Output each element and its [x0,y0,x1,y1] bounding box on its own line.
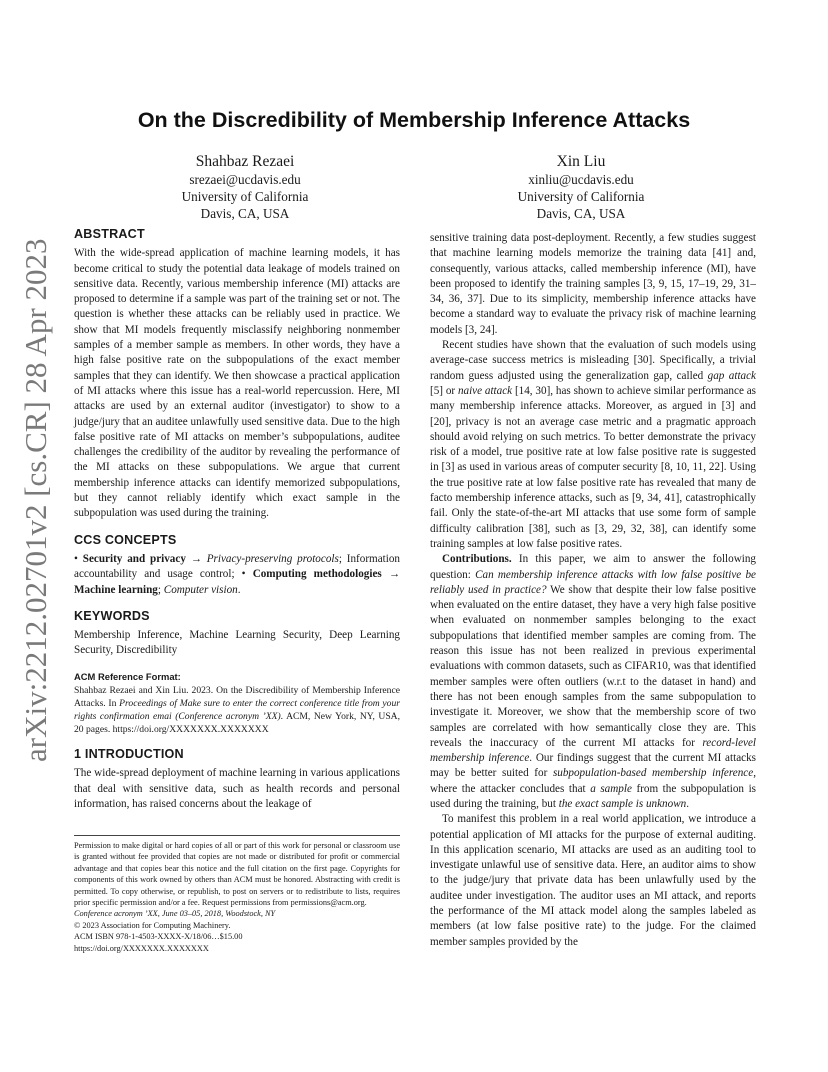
author-email: srezaei@ucdavis.edu [189,172,301,187]
introduction-paragraph: Recent studies have shown that the evaluation of such models using average-case success metrics is misleading [30]. Specifically, a trivial random guess adjusted using the generalization gap, called gap attack [5] or naive attack [14, 30], has shown to achieve similar performance as many membership inference attacks. Moreover, as argued in [3] and [20], privacy is not an average case metric and a pragmatic approach should avoid relying on such metrics. To better demonstrate the privacy risk of a model, true positive rate at low false positive rate is suggested in [3] as used in various areas of computer security [8, 10, 11, 22]. Using the true positive rate at low false positive rate has revealed that many de facto membership inference attacks, such as [9, 34, 41], catastrophically fail. Only the state-of-the-art MI attacks that use some form of sample difficulty calibration [38], such as [3, 29, 32, 38], can identify some training samples at low false positive rates. [430,339,757,550]
contributions-paragraph: Contributions. In this paper, we aim to answer the following question: Can membership inference attacks with low false positive be reliably used in practice? We show that despite their low false positive when evaluated on the entire dataset, they have a very high false positive when evaluated on nonmember samples belonging to the exact subpopulations that identified member samples are coming from. The reason this issue has not been realized in previous experimental evaluations with common datasets, such as CIFAR10, was that identified member samples were often outliers (w.r.t to the dataset in hand) and there has not been enough samples from the same subpopulation to investigate it. Moreover, we show that the membership score of two samples are correlated with how semantically close they are. This reveals the inaccuracy of the current MI attacks for record-level membership inference. Our findings suggest that the current MI attacks may be better suited for subpopulation-based membership inference, where the attacker concludes that a sample from the subpopulation is used during the training, but the exact sample is unknown. [430,553,756,810]
abstract-heading: ABSTRACT [74,227,145,241]
introduction-heading: 1 INTRODUCTION [74,747,184,762]
left-column [74,227,400,812]
author-block [431,152,731,222]
doi-line: https://doi.org/XXXXXXX.XXXXXXX [74,943,209,953]
author-name: Xin Liu [556,153,606,170]
author-name: Shahbaz Rezaei [195,153,295,170]
author-email: xinliu@ucdavis.edu [528,172,634,187]
keywords-heading: KEYWORDS [74,608,150,623]
author-block [95,152,395,222]
permission-notice: Permission to make digital or hard copies of all or part of this work for personal or classroom use is granted without fee provided that copies are not made or distributed for profit or commercial advantage and that copies bear this notice and the full citation on the first page. Copyrights for components of this work owned by others than ACM must be honored. Abstracting with credit is permitted. To copy otherwise, or republish, to post on servers or to redistribute to lists, requires prior specific permission and/or a fee. Request permissions from permissions@acm.org. [74,841,400,908]
acm-reference-heading: ACM Reference Format: [74,670,181,682]
isbn-line: ACM ISBN 978-1-4503-XXXX-X/18/06…$15.00 [74,932,243,942]
keywords-text: Membership Inference, Machine Learning Security, Deep Learning Security, Discredibility [74,629,400,657]
author-location: Davis, CA, USA [200,206,290,221]
introduction-paragraph: sensitive training data post-deployment. Recently, a few studies suggest that machine learning models memorize the training data [41] and, consequently, various attacks, called membership inference (MI), have been proposed to identify the training samples [3, 9, 15, 17–19, 29, 31–34, 36, 37]. Due to its simplicity, membership inference attacks have become a standard way to evaluate the privacy risk of machine learning models [3, 24]. [430,232,756,336]
author-location: Davis, CA, USA [536,206,626,221]
copyright-line: © 2023 Association for Computing Machinery. [74,920,231,930]
conference-line: Conference acronym ’XX, June 03–05, 2018, Woodstock, NY [74,909,276,919]
introduction-paragraph: The wide-spread deployment of machine learning in various applications that deal with sensitive data, such as health records and personal information, has raised concerns about the leakage of [74,767,400,810]
ccs-text: • Security and privacy → Privacy-preserving protocols; Information accountability and usage control; • Computing methodologies → Machine learning; Computer vision. [74,552,400,596]
arxiv-identifier: arXiv:2212.02701v2 [cs.CR] 28 Apr 2023 [18,238,53,762]
footnote-divider [74,835,400,836]
copyright-footnote [74,840,400,954]
right-column [430,231,756,950]
paper-title: On the Discredibility of Membership Inference Attacks [137,108,691,132]
author-affiliation: University of California [181,189,309,204]
acm-reference-text: Shahbaz Rezaei and Xin Liu. 2023. On the Discredibility of Membership Inference Attacks. In Proceedings of Make sure to enter the correct conference title from your rights confirmation emai (Conference acronym ’XX). ACM, New York, NY, USA, 20 pages. https://doi.org/XXXXXXX.XXXXXXX [74,685,401,736]
author-affiliation: University of California [517,189,645,204]
ccs-heading: CCS CONCEPTS [74,532,177,547]
introduction-paragraph: To manifest this problem in a real world application, we introduce a potential application of MI attacks for the purpose of external auditing. In this application scenario, MI attacks are used as an auditing tool to investigate unlawful use of sensitive data. Here, an auditor aims to show to the judge/jury that private data has been unlawfully used by the auditee under investigation. The auditor uses an MI attack, and reports the performance of the MI attack model along the samples labeled as members (at low false positive rate) to the judge. For the claimed member samples provided by the [430,813,756,948]
abstract-text: With the wide-spread application of machine learning models, it has become critical to study the potential data leakage of models trained on sensitive data. Recently, various membership inference (MI) attacks are proposed to determine if a sample was part of the training set or not. The question is whether these attacks can be reliably used in practice. We show that MI models frequently misclassify neighboring nonmember samples of a member sample as members. In other words, they have a high false positive rate on the subpopulations of the exact member samples that they can identify. We then showcase a practical application of MI attacks where this issue has a real-world repercussion. Here, MI attacks are used by an external auditor (investigator) to show to a judge/jury that an auditee unlawfully used sensitive data. Due to the high false positive rate of MI attacks on member’s subpopulations, auditee challenges the credibility of the auditor by revealing the performance of the MI attacks on these subpopulations. We argue that current membership inference attacks can identify memorized subpopulations, but they cannot reliably identify which exact sample in the subpopulation was used during the training. [74,247,400,520]
